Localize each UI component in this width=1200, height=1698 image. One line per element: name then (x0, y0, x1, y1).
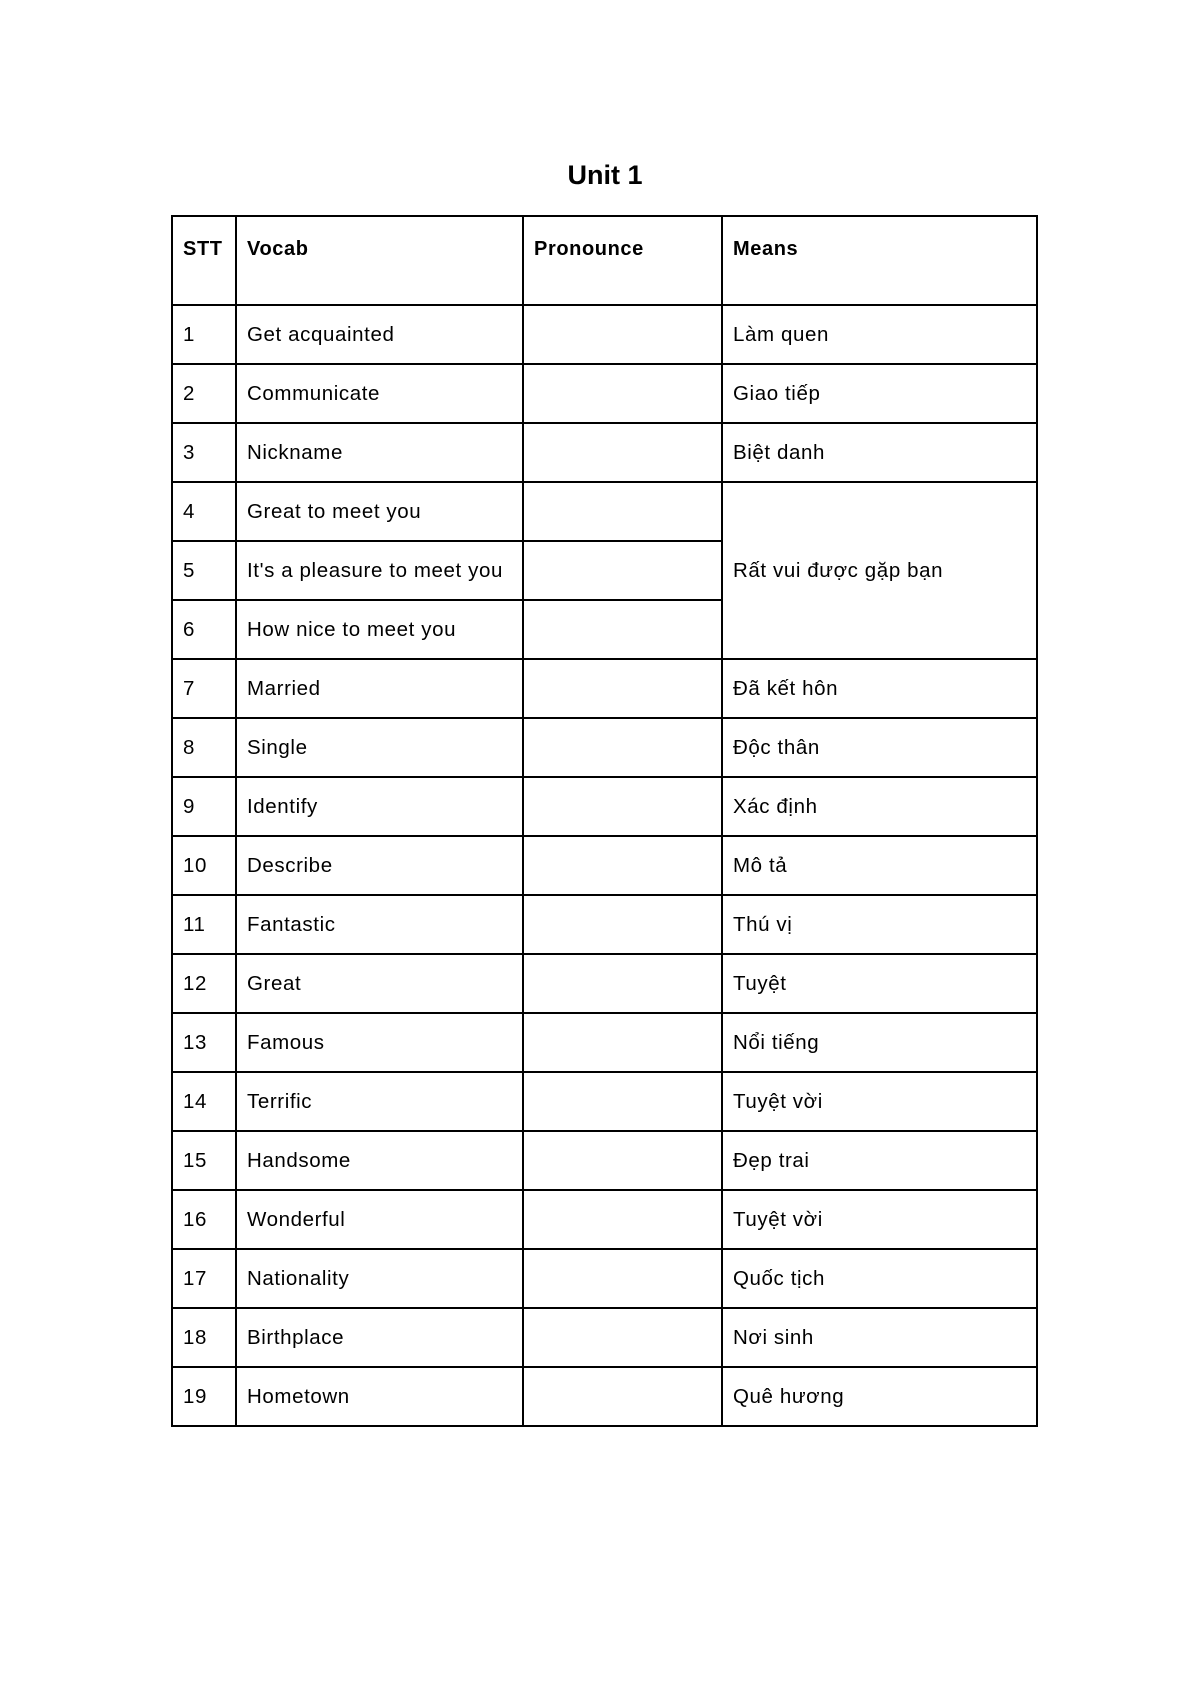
cell-vocab: Married (236, 659, 523, 718)
cell-vocab: Get acquainted (236, 305, 523, 364)
cell-pronounce (523, 305, 722, 364)
cell-stt: 7 (172, 659, 236, 718)
cell-vocab: Fantastic (236, 895, 523, 954)
cell-pronounce (523, 1190, 722, 1249)
page-title: Unit 1 (567, 160, 643, 190)
cell-pronounce (523, 718, 722, 777)
cell-pronounce (523, 600, 722, 659)
cell-pronounce (523, 364, 722, 423)
cell-pronounce (523, 1308, 722, 1367)
table-row (172, 1013, 1037, 1072)
cell-stt: 19 (172, 1367, 236, 1426)
cell-pronounce (523, 541, 722, 600)
cell-means: Xác định (722, 777, 1037, 836)
cell-means: Nổi tiếng (722, 1013, 1037, 1072)
cell-vocab: Terrific (236, 1072, 523, 1131)
cell-stt: 4 (172, 482, 236, 541)
cell-stt: 12 (172, 954, 236, 1013)
cell-means: Đã kết hôn (722, 659, 1037, 718)
table-row (172, 364, 1037, 423)
header-stt: STT (172, 216, 236, 305)
cell-vocab: Identify (236, 777, 523, 836)
cell-vocab: How nice to meet you (236, 600, 523, 659)
table-row (172, 1249, 1037, 1308)
header-vocab: Vocab (236, 216, 523, 305)
cell-means: Tuyệt vời (722, 1072, 1037, 1131)
cell-stt: 17 (172, 1249, 236, 1308)
cell-vocab: Describe (236, 836, 523, 895)
cell-vocab: Communicate (236, 364, 523, 423)
cell-pronounce (523, 1131, 722, 1190)
cell-pronounce (523, 1013, 722, 1072)
cell-stt: 15 (172, 1131, 236, 1190)
cell-pronounce (523, 954, 722, 1013)
cell-means: Mô tả (722, 836, 1037, 895)
cell-means: Đẹp trai (722, 1131, 1037, 1190)
cell-pronounce (523, 895, 722, 954)
table-row (172, 1131, 1037, 1190)
cell-pronounce (523, 482, 722, 541)
cell-stt: 18 (172, 1308, 236, 1367)
cell-stt: 8 (172, 718, 236, 777)
cell-vocab: Wonderful (236, 1190, 523, 1249)
cell-vocab: Birthplace (236, 1308, 523, 1367)
header-pronounce: Pronounce (523, 216, 722, 305)
cell-means: Làm quen (722, 305, 1037, 364)
cell-pronounce (523, 423, 722, 482)
table-row (172, 718, 1037, 777)
cell-pronounce (523, 1367, 722, 1426)
table-row (172, 482, 1037, 541)
cell-means: Nơi sinh (722, 1308, 1037, 1367)
cell-stt: 2 (172, 364, 236, 423)
cell-means: Giao tiếp (722, 364, 1037, 423)
table-row (172, 777, 1037, 836)
cell-vocab: Famous (236, 1013, 523, 1072)
cell-stt: 1 (172, 305, 236, 364)
table-row (172, 836, 1037, 895)
cell-vocab: Great to meet you (236, 482, 523, 541)
vocab-table (171, 215, 1038, 1427)
cell-vocab: It's a pleasure to meet you (236, 541, 523, 600)
cell-stt: 5 (172, 541, 236, 600)
cell-stt: 3 (172, 423, 236, 482)
cell-vocab: Nationality (236, 1249, 523, 1308)
cell-vocab: Hometown (236, 1367, 523, 1426)
table-row (172, 1072, 1037, 1131)
cell-stt: 11 (172, 895, 236, 954)
cell-means: Thú vị (722, 895, 1037, 954)
cell-means: Tuyệt vời (722, 1190, 1037, 1249)
table-row (172, 895, 1037, 954)
header-means: Means (722, 216, 1037, 305)
cell-pronounce (523, 777, 722, 836)
table-header-row (172, 216, 1037, 305)
cell-means: Quê hương (722, 1367, 1037, 1426)
cell-vocab: Handsome (236, 1131, 523, 1190)
table-row (172, 305, 1037, 364)
table-row (172, 659, 1037, 718)
cell-pronounce (523, 659, 722, 718)
cell-pronounce (523, 1249, 722, 1308)
table-row (172, 1190, 1037, 1249)
cell-stt: 6 (172, 600, 236, 659)
cell-vocab: Nickname (236, 423, 523, 482)
cell-pronounce (523, 836, 722, 895)
cell-stt: 16 (172, 1190, 236, 1249)
table-row (172, 1308, 1037, 1367)
cell-means: Độc thân (722, 718, 1037, 777)
cell-means: Tuyệt (722, 954, 1037, 1013)
table-row (172, 423, 1037, 482)
cell-vocab: Single (236, 718, 523, 777)
cell-pronounce (523, 1072, 722, 1131)
cell-vocab: Great (236, 954, 523, 1013)
table-body (172, 305, 1037, 1426)
table-row (172, 954, 1037, 1013)
cell-means: Rất vui được gặp bạn (722, 482, 1037, 659)
cell-stt: 14 (172, 1072, 236, 1131)
cell-means: Biệt danh (722, 423, 1037, 482)
cell-stt: 13 (172, 1013, 236, 1072)
cell-stt: 10 (172, 836, 236, 895)
cell-means: Quốc tịch (722, 1249, 1037, 1308)
cell-stt: 9 (172, 777, 236, 836)
table-row (172, 1367, 1037, 1426)
